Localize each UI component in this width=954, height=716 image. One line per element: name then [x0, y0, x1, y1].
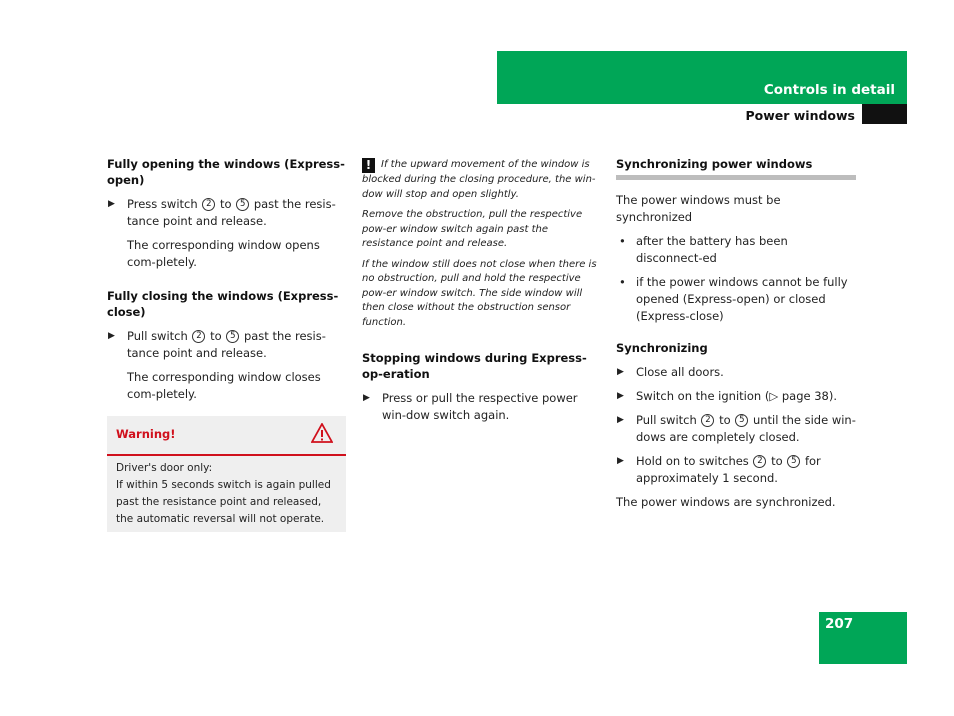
step-text: to — [210, 329, 222, 343]
result-express-open: The corresponding window opens com-pletely. — [127, 238, 320, 269]
note-3: If the window still does not close when there is no obstruction, pull and hold the respective pow-er window switch. The side window will then close without the obstruction sensor function. — [362, 258, 597, 328]
note-2: Remove the obstruction, pull the respective pow-er window switch again past the resistance point and release. — [362, 209, 583, 249]
step-ignition — [616, 388, 856, 405]
step-text: Hold on to switches — [636, 454, 749, 468]
heading-express-open: Fully opening the windows (Express-open) — [107, 157, 345, 187]
step-text: Pull switch — [636, 413, 697, 427]
step-express-open — [107, 196, 347, 230]
heading-express-close: Fully closing the windows (Express-close) — [107, 289, 339, 319]
switch-number-icon: 5 — [236, 198, 249, 211]
step-arrow-icon: ▶ — [617, 415, 624, 425]
heading-rule — [616, 175, 856, 180]
step-text: for approximately 1 second. — [636, 454, 821, 485]
section-header-band — [497, 51, 907, 104]
step-text: past the resis-tance point and release. — [127, 197, 336, 228]
bullet-express — [616, 274, 856, 325]
warning-box — [107, 416, 346, 532]
step-text: Close all doors. — [636, 365, 724, 379]
step-arrow-icon: ▶ — [617, 391, 624, 401]
bullet-battery — [616, 233, 856, 267]
step-text: page 38). — [778, 389, 838, 403]
step-arrow-icon: ▶ — [108, 331, 115, 341]
note-exclamation-icon: ! — [362, 158, 375, 173]
step-text: past the resis-tance point and release. — [127, 329, 326, 360]
bullet-dot-icon: • — [619, 234, 626, 248]
warning-line-2: If within 5 seconds switch is again pulled past the resistance point and released, the automatic reversal will not operate. — [116, 479, 331, 525]
sync-outro: The power windows are synchronized. — [616, 495, 836, 509]
step-express-close — [107, 328, 347, 362]
heading-synchronizing-power-windows: Synchronizing power windows — [616, 157, 813, 171]
step-arrow-icon: ▶ — [617, 367, 624, 377]
page-reference-icon: ▷ — [769, 389, 779, 403]
bullet-dot-icon: • — [619, 275, 626, 289]
step-close-doors — [616, 364, 856, 381]
column-left — [107, 156, 347, 410]
switch-number-icon: 2 — [701, 414, 714, 427]
step-text: to — [719, 413, 731, 427]
switch-number-icon: 2 — [753, 455, 766, 468]
warning-triangle-icon — [311, 423, 333, 446]
step-stopping — [362, 390, 602, 424]
step-text: Switch on the ignition ( — [636, 389, 770, 403]
section-title: Controls in detail — [763, 82, 895, 98]
switch-number-icon: 5 — [226, 330, 239, 343]
subsection-marker — [862, 104, 907, 124]
warning-title: Warning! — [116, 427, 176, 441]
step-hold-switches — [616, 453, 856, 487]
step-arrow-icon: ▶ — [108, 199, 115, 209]
warning-line-1: Driver's door only: — [116, 462, 213, 474]
step-text: until the side win-dows are completely closed. — [636, 413, 856, 444]
switch-number-icon: 2 — [202, 198, 215, 211]
heading-synchronizing: Synchronizing — [616, 341, 708, 355]
step-arrow-icon: ▶ — [617, 456, 624, 466]
column-right — [616, 156, 856, 518]
warning-body — [107, 456, 346, 528]
step-text: Press or pull the respective power win-dow switch again. — [382, 391, 578, 422]
note-1 — [362, 158, 602, 202]
bullet-text: after the battery has been disconnect-ed — [636, 234, 788, 265]
warning-header — [107, 416, 346, 456]
result-express-close: The corresponding window closes com-pletely. — [127, 370, 321, 401]
step-arrow-icon: ▶ — [363, 393, 370, 403]
step-text: to — [219, 197, 232, 211]
bullet-text: if the power windows cannot be fully opened (Express-open) or closed (Express-close) — [636, 275, 848, 323]
step-text: Pull switch — [127, 329, 188, 343]
step-pull-switch — [616, 412, 856, 446]
switch-number-icon: 5 — [787, 455, 800, 468]
switch-number-icon: 5 — [735, 414, 748, 427]
subsection-title: Power windows — [745, 108, 855, 123]
page-number: 207 — [825, 616, 854, 632]
step-text: Press switch — [127, 197, 198, 211]
note-text: If the upward movement of the window is blocked during the closing procedure, the win-dow will stop and open slightly. — [362, 159, 596, 200]
column-middle — [362, 156, 602, 431]
page-number-box — [819, 612, 907, 664]
step-text: to — [771, 454, 783, 468]
heading-stopping: Stopping windows during Express-op-eration — [362, 351, 587, 381]
sync-intro: The power windows must be synchronized — [616, 193, 781, 224]
switch-number-icon: 2 — [192, 330, 205, 343]
